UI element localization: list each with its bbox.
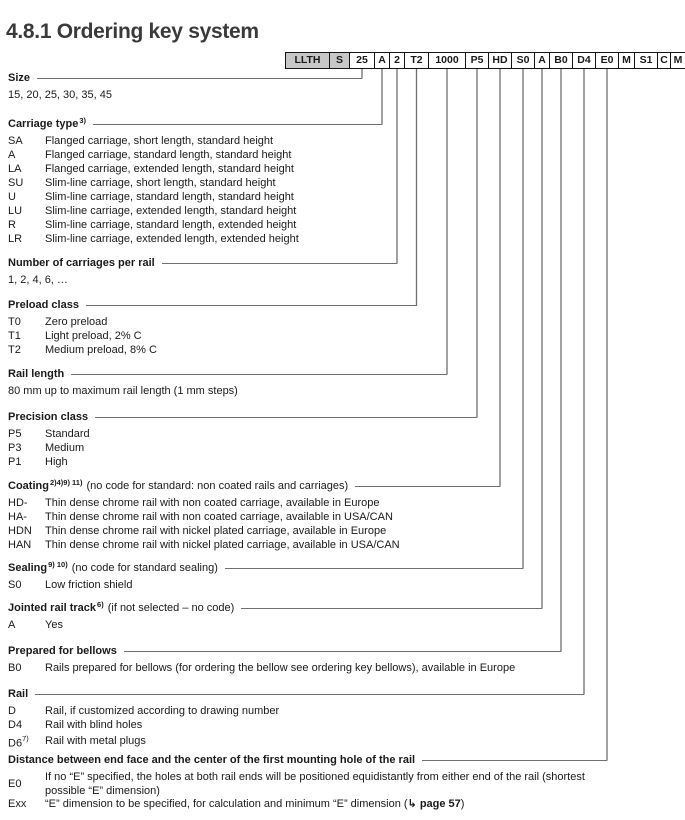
option-description bbox=[45, 163, 656, 177]
option-row-p3 bbox=[8, 442, 656, 456]
option-description-text: Standard bbox=[45, 428, 90, 441]
ordering-key-box-25-2: 25 bbox=[349, 52, 375, 69]
section-header bbox=[8, 117, 382, 131]
section-header bbox=[8, 298, 417, 312]
option-row-e0 bbox=[8, 771, 656, 798]
option-code: P5 bbox=[8, 428, 22, 441]
option-description bbox=[45, 233, 656, 247]
option-code: HA- bbox=[8, 511, 27, 524]
section-rule bbox=[422, 760, 607, 761]
section-precision-class bbox=[8, 410, 477, 470]
option-row-han bbox=[8, 539, 656, 553]
option-description bbox=[45, 456, 656, 470]
option-description-text: Slim-line carriage, extended length, extended height bbox=[45, 233, 299, 246]
page-title: 4.8.1 Ordering key system bbox=[6, 20, 259, 44]
option-description bbox=[45, 205, 656, 219]
section-header bbox=[8, 601, 542, 615]
option-code: T0 bbox=[8, 316, 21, 329]
option-description bbox=[45, 705, 656, 719]
option-code: LR bbox=[8, 233, 23, 246]
option-row-p5 bbox=[8, 428, 656, 442]
footnote-marker: 2)4)9) 11) bbox=[49, 478, 83, 487]
section-rule bbox=[37, 78, 362, 79]
option-description-text: Slim-line carriage, short length, standard height bbox=[45, 177, 276, 190]
section-items bbox=[8, 385, 656, 399]
ordering-key-box-a-3: A bbox=[374, 52, 390, 69]
section-items bbox=[8, 316, 656, 358]
section-note: (no code for standard: non coated rails and carriages) bbox=[86, 480, 349, 492]
option-description bbox=[45, 149, 656, 163]
option-description-text: Thin dense chrome rail with non coated carriage, available in Europe bbox=[45, 497, 380, 510]
footnote-marker: 9) 10) bbox=[48, 560, 68, 569]
ordering-key-box-b0-11: B0 bbox=[549, 52, 573, 69]
page-reference-link[interactable]: ↳ page 57 bbox=[407, 798, 461, 811]
option-description-text: “E” dimension to be specified, for calculation and minimum “E” dimension ( bbox=[45, 798, 408, 811]
option-description-text: Slim-line carriage, standard length, standard height bbox=[45, 191, 294, 204]
ordering-key-box-llth-0: LLTH bbox=[285, 52, 330, 69]
option-description-suffix: ) bbox=[460, 798, 465, 811]
option-row-t1 bbox=[8, 330, 656, 344]
section-items bbox=[8, 771, 656, 812]
section-title: Jointed rail track bbox=[8, 602, 97, 614]
option-description-text: High bbox=[45, 456, 68, 469]
option-description-text: Flanged carriage, short length, standard height bbox=[45, 135, 274, 148]
section-title: Coating bbox=[8, 480, 49, 492]
option-code: S0 bbox=[8, 579, 22, 592]
section-rule bbox=[241, 608, 542, 609]
section-title: Size bbox=[8, 72, 31, 84]
section-title: Carriage type bbox=[8, 118, 79, 130]
option-code: HD- bbox=[8, 497, 28, 510]
section-header bbox=[8, 256, 397, 270]
ordering-key-box-a-10: A bbox=[534, 52, 550, 69]
section-title: Preload class bbox=[8, 299, 79, 311]
option-code: D bbox=[8, 705, 16, 718]
section-distance-between-end-face-and-the-center-o bbox=[8, 753, 607, 812]
section-size bbox=[8, 71, 362, 103]
section-rule bbox=[225, 568, 523, 569]
option-description-text: Slim-line carriage, standard length, extended height bbox=[45, 219, 297, 232]
section-header bbox=[8, 687, 584, 701]
section-title: Prepared for bellows bbox=[8, 645, 117, 657]
option-row-d4 bbox=[8, 719, 656, 733]
option-code: A bbox=[8, 149, 16, 162]
section-rule bbox=[124, 651, 561, 652]
section-items bbox=[8, 705, 656, 751]
section-header bbox=[8, 71, 362, 85]
ordering-key-box-s-1: S bbox=[329, 52, 350, 69]
option-description-text: Rail with blind holes bbox=[45, 719, 143, 732]
option-code: R bbox=[8, 219, 16, 232]
section-prepared-for-bellows bbox=[8, 644, 561, 676]
option-row-a bbox=[8, 149, 656, 163]
option-code: HAN bbox=[8, 539, 32, 552]
option-description bbox=[45, 771, 620, 798]
section-header bbox=[8, 367, 447, 381]
section-title: Distance between end face and the center of the first mounting hole of the rail bbox=[8, 754, 416, 766]
section-items bbox=[8, 89, 656, 103]
section-sealing bbox=[8, 561, 523, 593]
footnote-marker: 6) bbox=[97, 600, 104, 609]
option-row-p1 bbox=[8, 456, 656, 470]
option-description bbox=[45, 135, 656, 149]
section-title: Precision class bbox=[8, 411, 89, 423]
option-description bbox=[45, 428, 656, 442]
option-description bbox=[45, 191, 656, 205]
option-description-text: Rail, if customized according to drawing number bbox=[45, 705, 280, 718]
ordering-key-box-d4-12: D4 bbox=[572, 52, 596, 69]
option-description-text: Yes bbox=[45, 619, 63, 632]
option-row-lu bbox=[8, 205, 656, 219]
option-code: T1 bbox=[8, 330, 21, 343]
section-title: Number of carriages per rail bbox=[8, 257, 155, 269]
option-row-exx bbox=[8, 798, 656, 812]
option-row-t0 bbox=[8, 316, 656, 330]
option-description bbox=[45, 442, 656, 456]
option-description bbox=[45, 330, 656, 344]
option-code: P1 bbox=[8, 456, 22, 469]
option-description-text: Flanged carriage, extended length, standard height bbox=[45, 163, 294, 176]
ordering-key-box-hd-8: HD bbox=[488, 52, 512, 69]
option-description bbox=[45, 662, 656, 676]
section-items bbox=[8, 274, 656, 288]
section-title: Rail length bbox=[8, 368, 65, 380]
option-description bbox=[45, 735, 656, 749]
option-code: D4 bbox=[8, 719, 23, 732]
section-title: Sealing bbox=[8, 562, 48, 574]
ordering-key-box-1000-6: 1000 bbox=[428, 52, 466, 69]
option-code: LU bbox=[8, 205, 23, 218]
option-row-b0 bbox=[8, 662, 656, 676]
option-row-d6 bbox=[8, 733, 656, 751]
section-carriage-type bbox=[8, 117, 382, 247]
section-title: Rail bbox=[8, 688, 29, 700]
option-code: B0 bbox=[8, 662, 22, 675]
section-jointed-rail-track bbox=[8, 601, 542, 633]
option-row-ha bbox=[8, 511, 656, 525]
section-rail bbox=[8, 687, 584, 751]
ordering-key-box-s0-9: S0 bbox=[511, 52, 535, 69]
option-description bbox=[45, 619, 656, 633]
section-preload-class bbox=[8, 298, 417, 358]
option-description-text: Slim-line carriage, extended length, standard height bbox=[45, 205, 297, 218]
ordering-key-box-e0-13: E0 bbox=[595, 52, 619, 69]
option-code: LA bbox=[8, 163, 22, 176]
option-row-u bbox=[8, 191, 656, 205]
option-row-hdn bbox=[8, 525, 656, 539]
option-description bbox=[45, 719, 656, 733]
section-value: 1, 2, 4, 6, … bbox=[8, 274, 68, 286]
option-description-text: Light preload, 2% C bbox=[45, 330, 142, 343]
ordering-key-box-2-4: 2 bbox=[389, 52, 405, 69]
option-code: T2 bbox=[8, 344, 21, 357]
option-description bbox=[45, 344, 656, 358]
option-code: SU bbox=[8, 177, 24, 190]
section-rule bbox=[355, 486, 500, 487]
ordering-key-box-p5-7: P5 bbox=[465, 52, 489, 69]
section-rule bbox=[162, 263, 397, 264]
option-description-text: Medium bbox=[45, 442, 85, 455]
footnote-marker: 7) bbox=[22, 734, 29, 743]
option-description bbox=[45, 177, 656, 191]
option-code: HDN bbox=[8, 525, 32, 538]
footnote-marker: 3) bbox=[79, 116, 86, 125]
ordering-key-box-m-17: M bbox=[670, 52, 685, 69]
section-rule bbox=[35, 694, 584, 695]
option-description bbox=[45, 511, 656, 525]
option-description-text: Rails prepared for bellows (for ordering the bellow see ordering key bellows), available in Europe bbox=[45, 662, 516, 675]
section-items bbox=[8, 619, 656, 633]
option-description-text: Flanged carriage, standard length, standard height bbox=[45, 149, 292, 162]
section-header bbox=[8, 410, 477, 424]
section-header bbox=[8, 561, 523, 575]
section-items bbox=[8, 662, 656, 676]
option-row-hd bbox=[8, 497, 656, 511]
section-items bbox=[8, 497, 656, 553]
ordering-key-box-m-14: M bbox=[618, 52, 635, 69]
option-code: A bbox=[8, 619, 16, 632]
section-rule bbox=[86, 305, 417, 306]
section-note: (no code for standard sealing) bbox=[71, 562, 218, 574]
option-description bbox=[45, 525, 656, 539]
option-description-text: If no “E” specified, the holes at both rail ends will be positioned equidistantly from either end of the rail (shortest possible “E” dimension) bbox=[45, 771, 585, 797]
option-description bbox=[45, 497, 656, 511]
ordering-key-box-t2-5: T2 bbox=[404, 52, 429, 69]
section-value: 15, 20, 25, 30, 35, 45 bbox=[8, 89, 112, 101]
section-header bbox=[8, 479, 500, 493]
option-description-text: Low friction shield bbox=[45, 579, 133, 592]
section-header bbox=[8, 644, 561, 658]
section-items bbox=[8, 579, 656, 593]
option-description-text: Zero preload bbox=[45, 316, 108, 329]
option-description bbox=[45, 579, 656, 593]
ordering-key-box-s1-15: S1 bbox=[634, 52, 658, 69]
option-description-text: Thin dense chrome rail with non coated carriage, available in USA/CAN bbox=[45, 511, 393, 524]
section-rule bbox=[95, 417, 477, 418]
section-header bbox=[8, 753, 607, 767]
option-description bbox=[45, 798, 656, 812]
option-row-d bbox=[8, 705, 656, 719]
section-note: (if not selected – no code) bbox=[107, 602, 235, 614]
option-row-la bbox=[8, 163, 656, 177]
option-description bbox=[45, 539, 656, 553]
section-rail-length bbox=[8, 367, 447, 399]
option-row-su bbox=[8, 177, 656, 191]
option-row-sa bbox=[8, 135, 656, 149]
section-rule bbox=[93, 124, 382, 125]
option-description-text: Rail with metal plugs bbox=[45, 735, 146, 748]
option-row-s0 bbox=[8, 579, 656, 593]
option-code: U bbox=[8, 191, 16, 204]
section-rule bbox=[71, 374, 447, 375]
option-row-r bbox=[8, 219, 656, 233]
option-description bbox=[45, 219, 656, 233]
option-code: SA bbox=[8, 135, 23, 148]
option-code: P3 bbox=[8, 442, 22, 455]
option-description-text: Thin dense chrome rail with nickel plated carriage, available in USA/CAN bbox=[45, 539, 400, 552]
option-row-a bbox=[8, 619, 656, 633]
section-items bbox=[8, 135, 656, 247]
section-value: 80 mm up to maximum rail length (1 mm steps) bbox=[8, 385, 238, 397]
option-row-lr bbox=[8, 233, 656, 247]
option-code: E0 bbox=[8, 777, 22, 790]
option-row-t2 bbox=[8, 344, 656, 358]
section-coating bbox=[8, 479, 500, 553]
section-items bbox=[8, 428, 656, 470]
option-description-text: Medium preload, 8% C bbox=[45, 344, 157, 357]
option-code: D6$^{7)}$ bbox=[8, 734, 29, 750]
option-description-text: Thin dense chrome rail with nickel plated carriage, available in Europe bbox=[45, 525, 387, 538]
option-description bbox=[45, 316, 656, 330]
ordering-key-box-c-16: C bbox=[657, 52, 671, 69]
option-code: Exx bbox=[8, 798, 27, 811]
section-number-of-carriages-per-rail bbox=[8, 256, 397, 288]
